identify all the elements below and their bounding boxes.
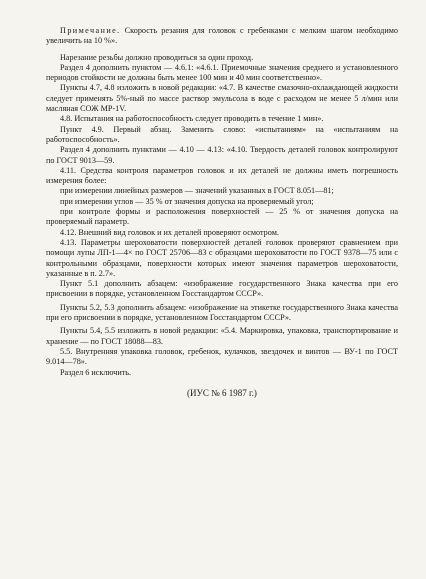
paragraph-form: при контроле формы и расположения поверхностей — 25 % от значения допуска на проверяемый параметр. <box>46 207 398 227</box>
paragraph-linear: при измерении линейных размеров — значений указанных в ГОСТ 8.051—81; <box>60 186 334 196</box>
paragraph-4-10: Раздел 4 дополнить пунктами — 4.10 — 4.13: «4.10. Твердость деталей головок контролируют по ГОСТ 9013—59. <box>46 145 398 165</box>
paragraph-5-1: Пункт 5.1 дополнить абзацем: «изображение государственного Знака качества при его присвоении в порядке, установленном Госстандартом СССР». <box>46 279 398 299</box>
paragraph-5-5: 5.5. Внутренняя упаковка головок, гребенок, кулачков, звездочек и винтов — ВУ-1 по ГОСТ 9.014—78». <box>46 346 398 367</box>
paragraph-4-8: 4.8. Испытания на работоспособность следует проводить в течение 1 мин». <box>60 114 324 124</box>
paragraph-angles: при измерении углов — 35 % от значения допуска на проверяемый угол; <box>60 196 314 206</box>
paragraph-threading: Нарезание резьбы должно проводиться за один проход. <box>60 52 254 62</box>
paragraph-5-2: Пункты 5.2, 5.3 дополнить абзацем: «изображение на этикетке государственного Знака качества при его присвоении в порядке, установленном Госстандартом СССР». <box>46 302 398 323</box>
paragraph-4-11: 4.11. Средства контроля параметров головок и их деталей не должны иметь погрешность измерения более: <box>46 165 398 186</box>
paragraph-4-12: 4.12. Внешний вид головок и их деталей проверяют осмотром. <box>60 227 279 237</box>
paragraph-4-6-1: Раздел 4 дополнить пунктом — 4.6.1: «4.6.1. Приемочные значения среднего и установленного периодов стойкости не должны быть менее 100 мин и 40 мин соответственно». <box>46 62 398 83</box>
paragraph-4-13: 4.13. Параметры шероховатости поверхностей деталей головок проверяют сравнением при помощи лупы ЛП-1—4× по ГОСТ 25706—83 с образцами шероховатости по ГОСТ 9378—75 или с контрольными образцами, поверхности которых имеют значения параметров шероховатости, указанные в п. 2.7». <box>46 237 398 278</box>
footer-reference: (ИУС № 6 1987 г.) <box>187 387 257 398</box>
paragraph-4-7: Пункты 4.7, 4.8 изложить в новой редакции: «4.7. В качестве смазочно-охлаждающей жидкости следует применять 5%-ный по массе раствор эмульсола в воде с расходом не менее 5 л/мин или масляная СОЖ МР-1V. <box>46 83 398 114</box>
paragraph-section-6: Раздел 6 исключить. <box>60 367 132 377</box>
paragraph-4-9: Пункт 4.9. Первый абзац. Заменить слово: «испытаниям» на «испытаниям на работоспособность». <box>46 124 398 144</box>
paragraph-5-4: Пункты 5.4, 5.5 изложить в новой редакции: «5.4. Маркировка, упаковка, транспортирование и хранение — по ГОСТ 18088—83. <box>46 326 398 346</box>
note-paragraph: Примечание. Скорость резания для головок с гребенками с мелким шагом необходимо увеличить на 10 %». <box>46 26 398 46</box>
